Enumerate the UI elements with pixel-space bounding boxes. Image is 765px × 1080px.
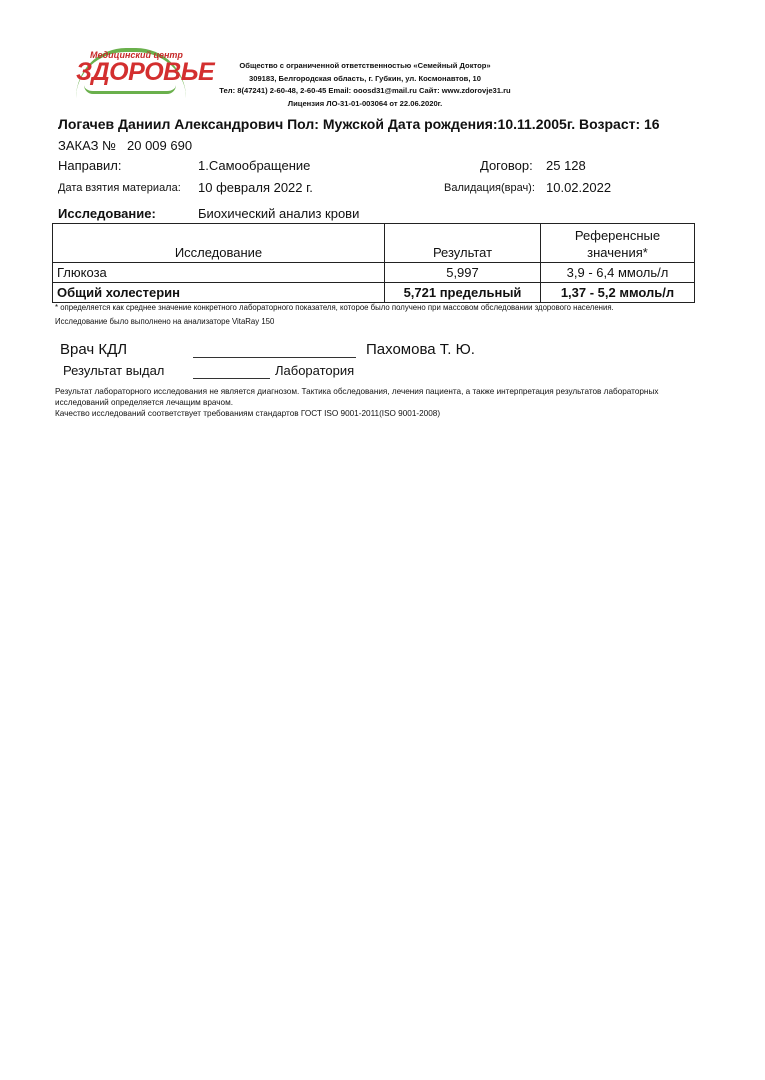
header-reference [541, 224, 695, 263]
logo-subtitle: Медицинский центр [90, 50, 183, 60]
reference-footnote: * определяется как среднее значение конкретного лабораторного показателя, которое было получено при массовом обследовании здорового населения. [55, 303, 614, 312]
analyzer-note: Исследование было выполнено на анализаторе VitaRay 150 [55, 317, 275, 326]
order-number: 20 009 690 [127, 138, 193, 153]
clinic-logo [68, 40, 215, 90]
doctor-signature-line [193, 357, 356, 358]
row-result: 5,997 [385, 263, 541, 283]
header-reference-line2: значения* [587, 245, 648, 260]
table-row [53, 283, 695, 303]
referral-label: Направил: [58, 158, 122, 173]
contract-label: Договор: [480, 158, 533, 173]
issued-value: Лаборатория [275, 363, 355, 378]
organization-header [200, 60, 530, 110]
doctor-name: Пахомова Т. Ю. [366, 341, 475, 358]
referral-value: 1.Самообращение [198, 158, 311, 173]
header-test: Исследование [53, 224, 385, 263]
results-table [52, 223, 695, 303]
org-name: Общество с ограниченной ответственностью «Семейный Доктор» [239, 61, 491, 70]
disclaimer-line2: исследований определяется лечащим врачом. [55, 398, 234, 407]
header-reference-line1: Референсные [574, 228, 661, 243]
org-contacts: Тел: 8(47241) 2-60-48, 2-60-45 Email: ooosd31@mail.ru Сайт: www.zdorovje31.ru [219, 86, 511, 95]
logo-swoosh [84, 85, 176, 94]
table-header-row [53, 224, 695, 263]
sample-date-label: Дата взятия материала: [58, 182, 181, 194]
contract-value: 25 128 [546, 158, 586, 173]
logo-name: ЗДОРОВЬЕ [76, 58, 215, 86]
sample-date-value: 10 февраля 2022 г. [198, 180, 313, 195]
study-value: Биохический анализ крови [198, 206, 360, 221]
row-reference: 3,9 - 6,4 ммоль/л [541, 263, 695, 283]
quality-note: Качество исследований соответствует требованиям стандартов ГОСТ ISO 9001-2011(ISO 9001-2008) [55, 409, 441, 418]
row-reference: 1,37 - 5,2 ммоль/л [541, 283, 695, 303]
order-label: ЗАКАЗ № [58, 138, 117, 153]
study-label: Исследование: [58, 206, 156, 221]
issued-label: Результат выдал [63, 363, 165, 378]
row-result: 5,721 предельный [385, 283, 541, 303]
row-test: Глюкоза [53, 263, 385, 283]
patient-info: Логачев Даниил Александрович Пол: Мужской Дата рождения:10.11.2005г. Возраст: 16 [58, 116, 660, 132]
header-result: Результат [385, 224, 541, 263]
validation-value: 10.02.2022 [546, 180, 612, 195]
disclaimer-line1: Результат лабораторного исследования не является диагнозом. Тактика обследования, лечения пациента, а также интерпретация результатов лабораторных [55, 387, 659, 396]
org-license: Лицензия ЛО-31-01-003064 от 22.06.2020г. [287, 98, 443, 108]
table-row [53, 263, 695, 283]
issued-signature-line [193, 378, 270, 379]
row-test: Общий холестерин [53, 283, 385, 303]
doctor-label: Врач КДЛ [60, 341, 128, 358]
org-address: 309183, Белгородская область, г. Губкин, ул. Космонавтов, 10 [249, 73, 481, 83]
validation-label: Валидация(врач): [444, 182, 535, 194]
